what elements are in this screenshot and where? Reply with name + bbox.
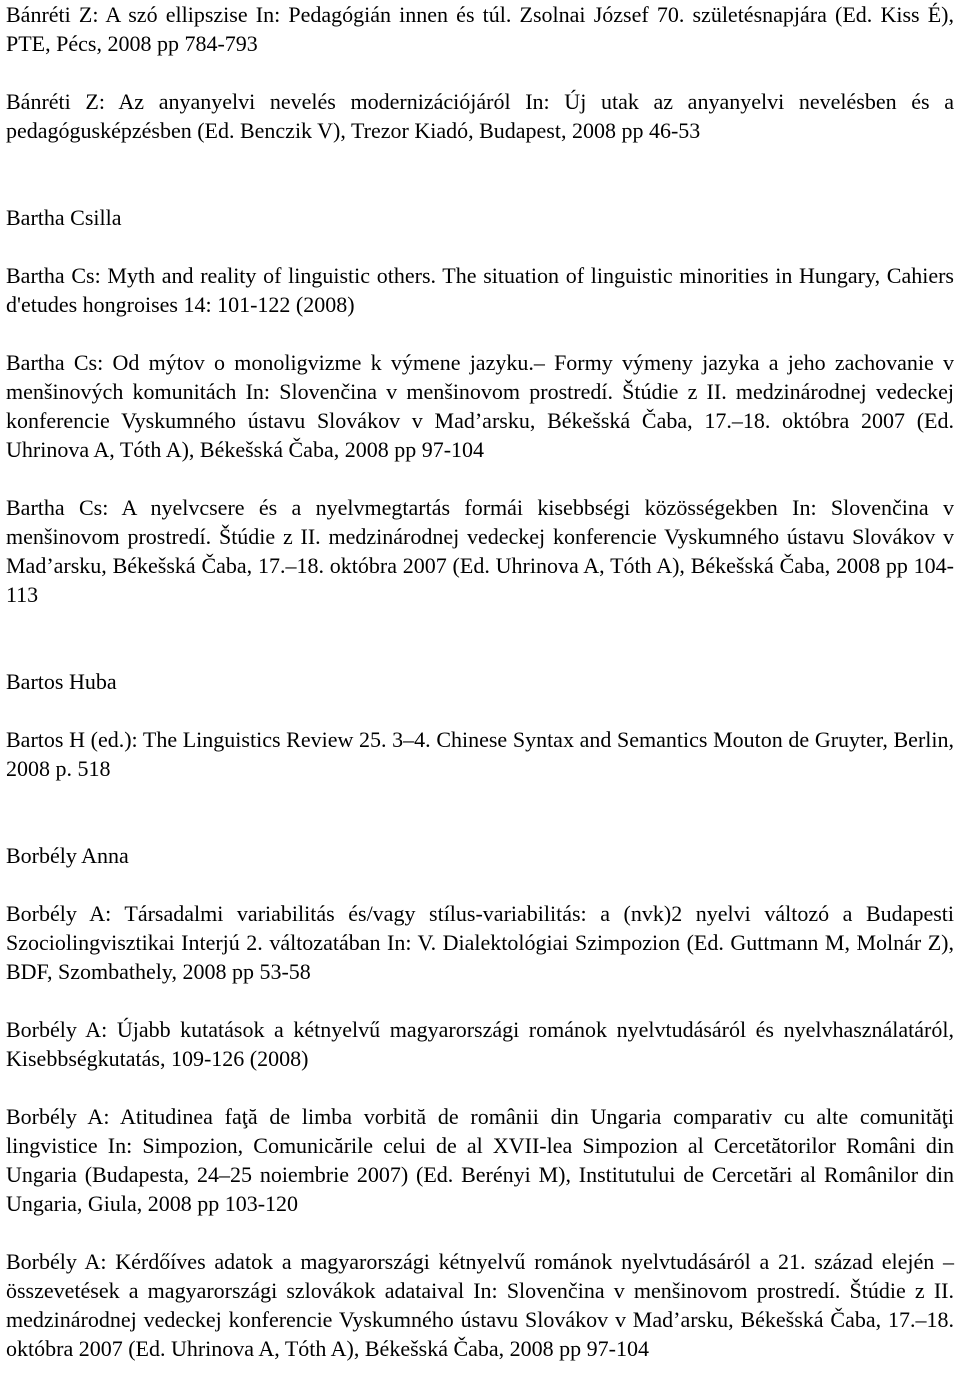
- bib-entry: Borbély A: Kérdőíves adatok a magyarországi kétnyelvű románok nyelvtudásáról a 21. század elején – összevetések a magyarországi szlovákok adataival In: Slovenčina v menšinovom prostredí. Štúdie z II. medzinárodnej vedeckej konferencie Vyskumného ústavu Slovákov v Mad’arsku, Békešská Čaba, 17.–18. októbra 2007 (Ed. Uhrinova A, Tóth A), Békešská Čaba, 2008 pp 97-104: [6, 1249, 954, 1361]
- author-heading: Bartha Csilla: [6, 205, 122, 230]
- bib-entry: Borbély A: Atitudinea faţă de limba vorbită de românii din Ungaria comparativ cu alte comunităţi lingvistice In: Simpozion, Comunicările celui de al XVII-lea Simpozion al Cercetătorilor Români din Ungaria (Budapesta, 24–25 noiembrie 2007) (Ed. Berényi M), Institutului de Cercetări al Românilor din Ungaria, Giula, 2008 pp 103-120: [6, 1104, 954, 1216]
- author-heading: Bartos Huba: [6, 669, 117, 694]
- bib-entry: Bartos H (ed.): The Linguistics Review 25. 3–4. Chinese Syntax and Semantics Mouton de Gruyter, Berlin, 2008 p. 518: [6, 727, 954, 781]
- bib-entry: Bánréti Z: Az anyanyelvi nevelés modernizációjáról In: Új utak az anyanyelvi nevelésben és a pedagógusképzésben (Ed. Benczik V), Trezor Kiadó, Budapest, 2008 pp 46-53: [6, 89, 954, 143]
- bib-entry: Borbély A: Társadalmi variabilitás és/vagy stílus-variabilitás: a (nvk)2 nyelvi változó a Budapesti Szociolingvisztikai Interjú 2. változatában In: V. Dialektológiai Szimpozion (Ed. Guttmann M, Molnár Z), BDF, Szombathely, 2008 pp 53-58: [6, 901, 954, 984]
- bib-entry: Bartha Cs: A nyelvcsere és a nyelvmegtartás formái kisebbségi közösségekben In: Slovenčina v menšinovom prostredí. Štúdie z II. medzinárodnej vedeckej konferencie Vyskumného ústavu Slovákov v Mad’arsku, Békešská Čaba, 17.–18. októbra 2007 (Ed. Uhrinova A, Tóth A), Békešská Čaba, 2008 pp 104-113: [6, 495, 954, 607]
- bib-entry: Bánréti Z: A szó ellipszise In: Pedagógián innen és túl. Zsolnai József 70. születésnapjára (Ed. Kiss É), PTE, Pécs, 2008 pp 784-793: [6, 2, 954, 56]
- bib-entry: Bartha Cs: Od mýtov o monoligvizme k výmene jazyku.– Formy výmeny jazyka a jeho zachovanie v menšinových komunitách In: Slovenčina v menšinovom prostredí. Štúdie z II. medzinárodnej vedeckej konferencie Vyskumného ústavu Slovákov v Mad’arsku, Békešská Čaba, 17.–18. októbra 2007 (Ed. Uhrinova A, Tóth A), Békešská Čaba, 2008 pp 97-104: [6, 350, 954, 462]
- bib-entry: Bartha Cs: Myth and reality of linguistic others. The situation of linguistic minorities in Hungary, Cahiers d'etudes hongroises 14: 101-122 (2008): [6, 263, 954, 317]
- bib-entry: Borbély A: Újabb kutatások a kétnyelvű magyarországi románok nyelvtudásáról és nyelvhasználatáról, Kisebbségkutatás, 109-126 (2008): [6, 1017, 954, 1071]
- author-heading: Borbély Anna: [6, 843, 129, 868]
